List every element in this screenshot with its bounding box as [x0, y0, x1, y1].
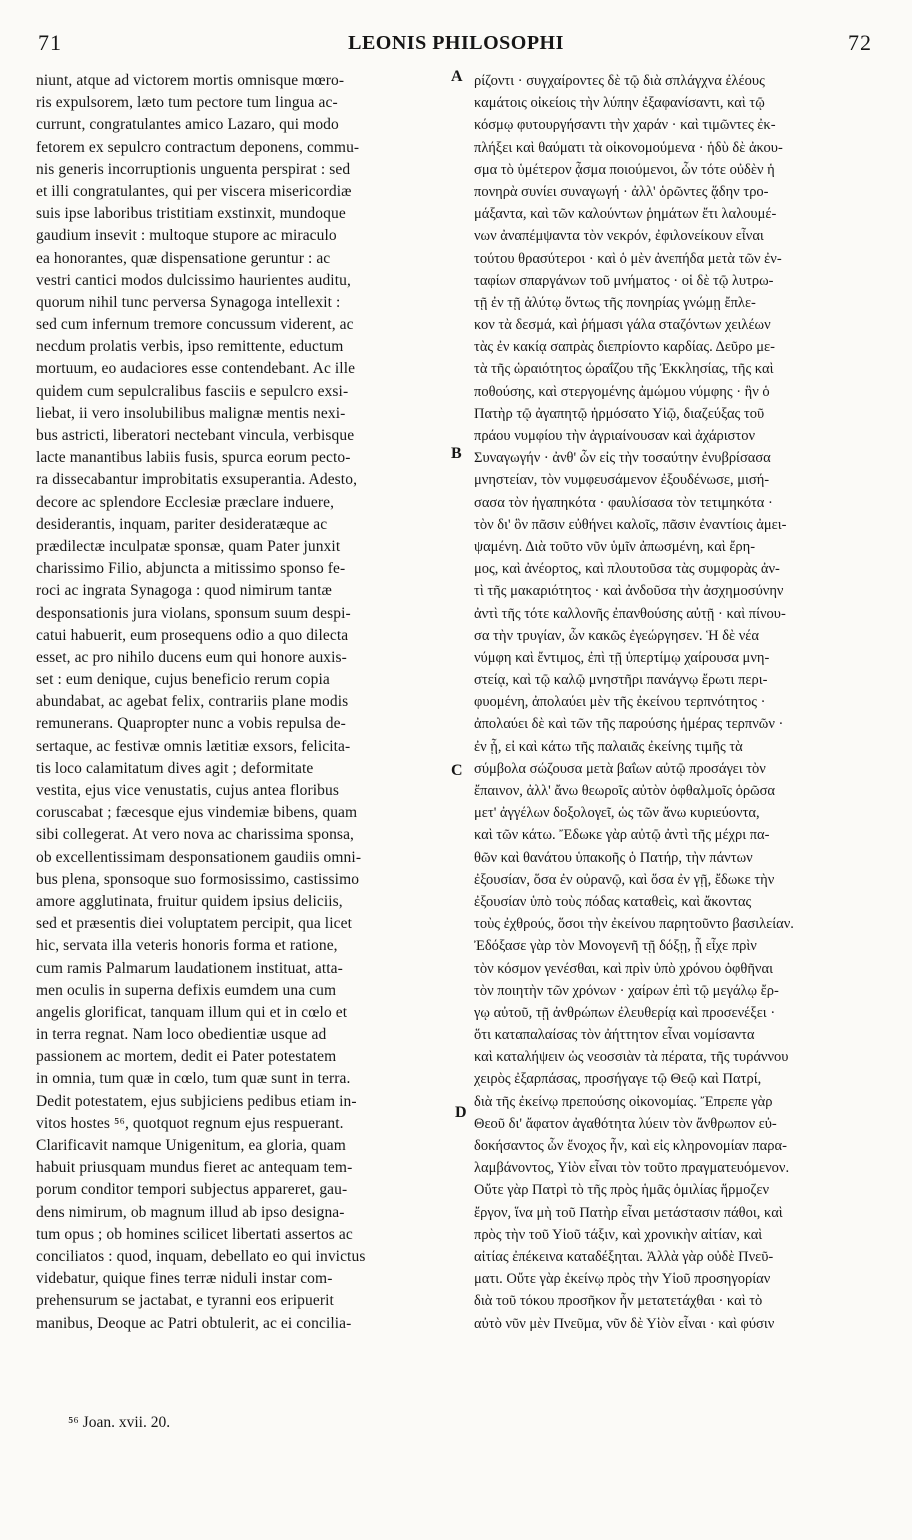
latin-text-line: suis ipse laboribus tristitiam exstinxit, mundoque [36, 205, 346, 223]
greek-text-line: Ἐδόξασε γὰρ τὸν Μονογενῆ τῇ δόξῃ, ᾗ εἶχε πρὶν [474, 938, 757, 955]
latin-text-line: sed et præsentis diei voluptatem percipit, qua licet [36, 915, 352, 933]
latin-text-line: in omnia, tum quæ in cœlo, tum quæ sunt in terra. [36, 1070, 351, 1088]
greek-text-line: ἐξουσίαν, ὅσα ἐν οὐρανῷ, καὶ ὅσα ἐν γῇ, ἔδωκε τὴν [474, 871, 775, 888]
greek-text-line: δοκήσαντος ὧν ἔνοχος ἦν, καὶ εἰς κληρονομίαν παρα- [474, 1138, 787, 1154]
right-page-number: 72 [848, 30, 872, 55]
latin-text-line: remunerans. Quapropter nunc a vobis repulsa de- [36, 715, 346, 733]
greek-text-line: κόσμῳ φυτουργήσαντι τὴν χαράν · καὶ τιμῶντες ἐκ- [474, 117, 776, 134]
greek-text-line: ρίζοντι · συγχαίροντες δὲ τῷ διὰ σπλάγχνα ἐλέους [474, 73, 765, 89]
margin-marker-d: D [455, 1104, 467, 1121]
latin-text-line: abundabat, ac agebat felix, contrariis plane modis [36, 693, 349, 711]
greek-text-line: ἐν ᾗ, εἰ καὶ κάτω τῆς παλαιᾶς ἐκείνης τιμῆς τὰ [474, 738, 743, 755]
latin-text-line: angelis glorificat, tanquam illum qui et in cœlo et [36, 1003, 348, 1021]
greek-text-line: τὰς ἐν κακίᾳ σαπρὰς διεπρίοντο καρδίας. Δεῦρο με- [474, 339, 775, 356]
greek-text-line: πονηρὰ συνίει συναγωγή · ἀλλ' ὁρῶντες ᾅδην τρο- [474, 183, 769, 200]
greek-text-line: αὐτὸ νῦν μὲν Πνεῦμα, νῦν δὲ Υἱὸν εἶναι · καὶ φύσιν [474, 1315, 775, 1332]
greek-text-line: καὶ τῶν κάτω. Ἔδωκε γὰρ αὐτῷ ἀντὶ τῆς μέχρι πα- [474, 827, 770, 844]
greek-text-line: διὰ τοῦ τόκου προσῆκον ἦν μετατετάχθαι · καὶ τὸ [474, 1293, 763, 1310]
latin-text-line: quorum nihil tunc perversa Synagoga intellexit : [36, 293, 341, 311]
greek-text-line: ἔπαινον, ἀλλ' ἄνω θεωροῖς αὐτὸν ὀφθαλμοῖς ὁρῶσα [474, 783, 776, 799]
latin-text-line: cum ramis Palmarum laudationem instituat, atta- [36, 959, 343, 977]
greek-text-line: πρὸς τὴν τοῦ Υἱοῦ τάξιν, καὶ χρονικὴν αἰτίαν, καὶ [474, 1226, 763, 1243]
greek-text-line: νων ἀναπέμψαντα τὸν νεκρόν, ἐφιλονείκουν εἶναι [474, 228, 764, 245]
latin-text-line: vestita, ejus vice venustatis, cujus antea floribus [36, 782, 339, 799]
latin-text-line: passionem ac mortem, dedit ei Pater potestatem [36, 1048, 337, 1066]
greek-text-line: τούτου θρασύτεροι · καὶ ὁ μὲν ἀνεπήδα μετὰ τῶν ἐν- [474, 250, 782, 267]
latin-text-line: esset, ac pro nihilo ducens eum qui honore auxis- [36, 648, 347, 666]
greek-text-line: τοὺς ἐχθρούς, ὅσοι τὴν ἐκείνου παρητοῦντο βασιλείαν. [474, 916, 794, 933]
latin-text-line: tum opus ; ob homines scilicet libertati assertos ac [36, 1225, 353, 1243]
greek-text-line: Θεοῦ δι' ἄφατον ἀγαθότητα λύειν τὸν ἄνθρωπον εὐ- [474, 1115, 777, 1132]
greek-text-line: ἀντὶ τῆς τότε καλλονῆς ἐπανθούσης αὐτῇ · καὶ πίνου- [474, 605, 786, 622]
greek-text-line: καὶ καταλήψειν ὡς νεοσσιὰν τὰ πέρατα, τῆς τυράννου [474, 1049, 789, 1066]
greek-text-line: σμα τὸ ὑμέτερον ᾆσμα ποιούμενοι, ὧν τότε οὐδὲν ἡ [474, 161, 775, 178]
greek-text-line: τὸν ποιητὴν τῶν χρόνων · χαίρων ἐπὶ τῷ μεγάλῳ ἔρ- [474, 982, 779, 999]
latin-text-line: necdum prolatis verbis, ipso remittente, eductum [36, 338, 344, 356]
latin-text-line: lacte manantibus labiis fusis, spurca eorum pecto- [36, 449, 351, 467]
latin-text-line: bus plena, sponsoque suo formosissimo, castissimo [36, 870, 360, 888]
latin-text-line: porum conditor tempori subjectus appareret, gau- [36, 1181, 348, 1199]
latin-text-line: ob excellentissimam desponsationem gaudiis omni- [36, 848, 362, 866]
greek-text-line: νύμφη καὶ ἔντιμος, ἐπὶ τῇ ὑπερτίμῳ χαίρουσα μνη- [474, 649, 770, 666]
latin-text-line: in terra regnat. Nam loco obedientiæ usque ad [36, 1026, 327, 1044]
greek-text-line: πλήξει καὶ θαύματι τὰ οἰκονομούμενα · ἡδὺ δὲ ἀκου- [474, 139, 783, 156]
latin-text-line: conciliatos : quod, inquam, debellato eo qui invictus [36, 1247, 366, 1265]
greek-text-line: ποθούσης, καὶ στεργομένης ἀμώμου νύμφης · ἣν ὁ [474, 383, 770, 400]
greek-text-line: κον τὰ δεσμά, καὶ ῥήμασι γάλα σταζόντων χειλέων [474, 317, 771, 334]
greek-text-line: μος, καὶ ἀνέορτος, καὶ πλουτοῦσα τὰς συμφορὰς ἀν- [474, 561, 780, 578]
latin-text-line: mortuum, eo audaciores esse contendebant. Ac ille [36, 360, 356, 378]
greek-text-line: λαμβάνοντος, Υἱὸν εἶναι τὸν τοῦτο πραγματευόμενον. [474, 1160, 790, 1177]
running-title: LEONIS PHILOSOPHI [348, 32, 564, 54]
greek-text-line: διὰ τῆς ἐκείνῳ πρεπούσης οἰκονομίας. Ἔπρεπε γὰρ [474, 1093, 773, 1110]
greek-text-line: σύμβολα σώζουσα μετὰ βαΐων αὐτῷ προσάγει τὸν [474, 760, 766, 777]
latin-text-line: currunt, congratulantes amico Lazaro, qui modo [36, 116, 339, 134]
latin-text-line: hic, servata illa veteris honoris forma et ratione, [36, 937, 338, 955]
latin-text-line: prædilectæ inculpatæ sponsæ, quam Pater junxit [36, 537, 341, 555]
greek-text-line: μετ' ἀγγέλων δοξολογεῖ, ὡς τῶν ἄνω κυριεύοντα, [474, 805, 760, 822]
greek-text-line: τὸν κόσμον γενέσθαι, καὶ πρὶν ὑπὸ χρόνου ὀφθῆναι [474, 960, 773, 977]
margin-marker-b: B [451, 445, 462, 462]
latin-text-line: Dedit potestatem, ejus subjiciens pedibus etiam in- [36, 1092, 357, 1110]
greek-text-line: τὶ τῆς μακαριότητος · καὶ ἀνδοῦσα τὴν ἀσχημοσύνην [474, 583, 784, 600]
greek-text-line: ταφίων σπαργάνων τοῦ μνήματος · οἱ δὲ τῷ λυτρω- [474, 272, 774, 289]
latin-text-line: charissimo Filio, abjuncta a mitissimo sponso fe- [36, 560, 346, 578]
page-header [36, 30, 876, 60]
greek-text-line: καμάτοις οἰκείοις τὴν λύπην ἐξαφανίσαντι, καὶ τῷ [474, 95, 765, 112]
latin-text-line: manibus, Deoque ac Patri obtulerit, ac ei concilia- [36, 1314, 352, 1332]
greek-text-line: τῇ ἐν τῇ ἀλύτῳ ὄντως τῆς πονηρίας γνώμῃ ἔπλε- [474, 294, 756, 311]
latin-text-line: dens nimirum, ob magnum illud ab ipso designa- [36, 1203, 345, 1221]
latin-text-line: sertaque, ac festivæ omnis lætitiæ exsors, felicita- [36, 737, 351, 755]
latin-text-line: coruscabat ; fæcesque ejus vindemiæ bibens, quam [36, 804, 358, 822]
greek-text-line: γῳ αὐτοῦ, τῇ ἀνθρώπων ἐλευθερίᾳ καὶ προσενέξει · [474, 1004, 776, 1021]
latin-text-line: tis loco calamitatum dives agit ; deformitate [36, 759, 314, 777]
latin-text-line: bus astricti, liberatori nectebant vincula, verbisque [36, 427, 355, 444]
greek-text-line: Πατὴρ τῷ ἀγαπητῷ ἡρμόσατο Υἱῷ, διαζεύξας τοῦ [474, 405, 765, 422]
latin-text-line: Clarificavit namque Unigenitum, ea gloria, quam [36, 1137, 346, 1154]
greek-text-line: θῶν καὶ θανάτου ὑπακοῆς ὁ Πατήρ, τὴν πάντων [474, 849, 753, 866]
latin-text-line: desponsationis jura violans, sponsum suum despi- [36, 604, 351, 622]
latin-text-line: decore ac splendore Ecclesiæ præclare induere, [36, 493, 335, 511]
greek-text-line: ὅτι καταπαλαίσας τὸν ἀήττητον εἶναι νομίσαντα [474, 1027, 755, 1044]
latin-text-line: gaudium insevit : multoque stupore ac miraculo [36, 227, 337, 245]
latin-text-line: vitos hostes ⁵⁶, quotquot regnum ejus respuerant. [36, 1114, 344, 1132]
latin-text-line: catui habuerit, eum prosequens odio a quo dilecta [36, 626, 349, 644]
greek-text-line: Οὔτε γὰρ Πατρὶ τὸ τῆς πρὸς ἡμᾶς ὁμιλίας ἥρμοζεν [474, 1182, 769, 1199]
greek-text-line: ἀπολαύει δὲ καὶ τῶν τῆς παρούσης ἡμέρας τερπνῶν · [474, 716, 784, 733]
latin-text-line: prehensurum se jactabat, e tyranni eos eripuerit [36, 1292, 334, 1310]
greek-text-line: σα τὴν τρυγίαν, ὧν κακῶς ἐγεώργησεν. Ἡ δὲ νέα [474, 627, 759, 644]
greek-text-line: ἔργον, ἵνα μὴ τοῦ Πατὴρ εἶναι μετάστασιν πάθοι, καὶ [474, 1204, 783, 1221]
latin-text-line: desiderantis, inquam, pariter desideratæque ac [36, 515, 328, 533]
latin-text-line: vestri cantici modos dulcissimo haurientes auditu, [36, 271, 351, 289]
latin-text-line: fetorem ex sepulcro contractum deponens, commu- [36, 138, 360, 156]
greek-text-line: Συναγωγήν · ἀνθ' ὧν εἰς τὴν τοσαύτην ἐνυβρίσασα [474, 450, 771, 467]
latin-text-line: niunt, atque ad victorem mortis omnisque mœro- [36, 72, 345, 89]
greek-text-line: φυομένη, ἀπολαύει μὲν τῆς ἐκείνου τερπνότητος · [474, 694, 766, 711]
greek-text-line: αἰτίας ἐπέκεινα καταδέξηται. Ἀλλὰ γὰρ οὐδὲ Πνεῦ- [474, 1248, 774, 1265]
margin-marker-a: A [451, 68, 463, 85]
latin-text-line: ris expulsorem, læto tum pectore tum lingua ac- [36, 94, 338, 112]
greek-text-line: ἐξουσίαν ὑπὸ τοὺς πόδας καταθεὶς, καὶ ἄκοντας [474, 893, 752, 910]
margin-marker-c: C [451, 762, 463, 779]
greek-text-line: τὰ τῆς ὡραιότητος ὡραΐζου τῆς Ἐκκλησίας, τῆς καὶ [474, 361, 774, 378]
latin-text-line: quidem cum sepulcralibus fasciis e sepulcro exsi- [36, 382, 349, 400]
greek-text-line: χειρὸς ἐξαρπάσας, προσήγαγε τῷ Θεῷ καὶ Πατρί, [474, 1071, 762, 1088]
latin-text-line: roci ac ingrata Synagoga : quod nimirum tantæ [36, 582, 332, 600]
latin-text-line: habuit priusquam mundus fieret ac antequam tem- [36, 1159, 353, 1177]
latin-text-line: men oculis in superna defixis eumdem una cum [36, 981, 337, 999]
greek-text-line: στείᾳ, καὶ τῷ καλῷ μνηστῆρι πανάγνῳ ἔρωτι περι- [474, 672, 768, 689]
greek-text-line: ψαμένη. Διὰ τοῦτο νῦν ὑμῖν ἀπωσμένη, καὶ ἔρη- [474, 538, 756, 555]
latin-text-line: ra dissecabantur improbitatis exsuperantia. Adesto, [36, 471, 358, 489]
latin-text-line: set : eum denique, cujus beneficio rerum copia [36, 671, 330, 689]
latin-text-line: sibi collegerat. At vero nova ac charissima sponsa, [36, 826, 355, 844]
greek-text-line: μνηστείαν, τὸν νυμφευσάμενον ἐξουδένωσε, μισή- [474, 472, 770, 489]
latin-text-line: et illi congratulantes, qui per viscera misericordiæ [36, 182, 352, 200]
footnote: ⁵⁶ Joan. xvii. 20. [68, 1414, 171, 1431]
greek-text-line: πράου νυμφίου τὴν ἀγριαίνουσαν καὶ ἀχάριστον [474, 428, 756, 444]
latin-text-line: amore agglutinata, fruitur quidem ipsius deliciis, [36, 892, 343, 910]
latin-text-line: sed cum infernum tremore concussum viderent, ac [36, 316, 354, 334]
greek-text-line: τὸν δι' ὃν πᾶσιν εὐθήνει καλοῖς, πᾶσιν ἐναντίοις ἀμει- [474, 516, 787, 533]
left-page-number: 71 [38, 30, 62, 55]
greek-text-line: σασα τὸν ἠγαπηκότα · φαυλίσασα τὸν τετιμηκότα · [474, 494, 773, 511]
greek-text-line: μάξαντα, καὶ τῶν καλούντων ῥημάτων ἔτι λαλουμέ- [474, 206, 777, 223]
latin-text-line: ea honorantes, quæ dispensatione geruntur : ac [36, 249, 331, 267]
latin-column [36, 70, 446, 1335]
latin-text-line: liebat, ii vero insolubilibus malignæ mentis nexi- [36, 404, 346, 422]
latin-text-line: videbatur, quique fines terræ niduli instar com- [36, 1270, 333, 1288]
greek-text-line: ματι. Οὔτε γὰρ ἐκείνῳ πρὸς τὴν Υἱοῦ προσηγορίαν [474, 1271, 771, 1288]
latin-text-line: nis generis incorruptionis unguenta perspirat : sed [36, 160, 351, 178]
greek-column [474, 70, 878, 1335]
